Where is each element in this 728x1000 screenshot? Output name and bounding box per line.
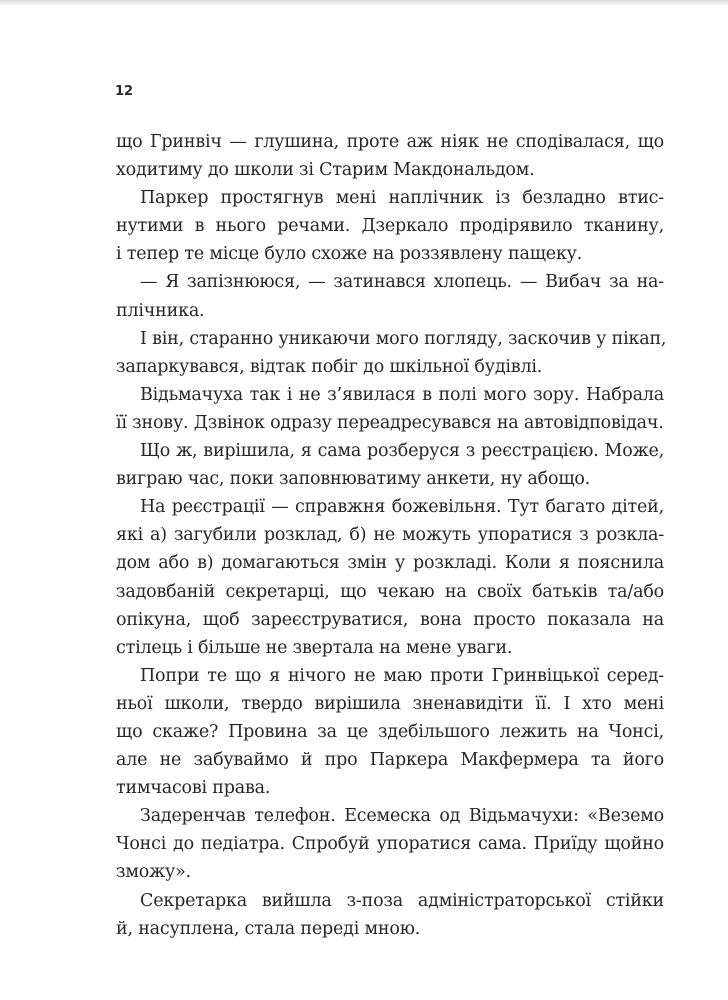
text-line: і тепер те місце було схоже на роззявлену пащеку.	[116, 244, 583, 265]
paragraph	[116, 437, 664, 493]
text-line: Попри те що я нічого не маю проти Гринвіцької серед-	[140, 665, 664, 686]
text-line: й, насуплена, стала переді мною.	[116, 918, 421, 939]
text-line: тимчасові права.	[116, 778, 271, 799]
page-number: 12	[115, 84, 134, 99]
paragraph	[116, 802, 664, 886]
text-line: нутими в нього речами. Дзеркало продірявило тканину,	[116, 216, 664, 237]
paragraph	[116, 184, 664, 268]
text-line: запаркувався, відтак побіг до шкільної будівлі.	[116, 356, 543, 377]
text-line: Паркер простягнув мені наплічник із безладно втис-	[140, 188, 664, 209]
body-text	[116, 128, 667, 943]
text-line: що Гринвіч — глушина, проте аж ніяк не сподівалася, що	[116, 132, 664, 152]
text-line: але не забуваймо й про Паркера Макфермера та його	[116, 750, 664, 771]
paragraph	[116, 381, 664, 437]
text-line: задовбаній секретарці, що чекаю на своїх батьків та/або	[116, 581, 664, 602]
text-line: Відьмачуха так і не з’явилася в полі мого зору. Набрала	[140, 384, 664, 405]
text-line: І він, старанно уникаючи мого погляду, заскочив у пікап,	[140, 328, 667, 349]
text-line: Секретарка вийшла з-поза адміністраторської стійки	[140, 890, 664, 911]
text-line: опікуна, щоб зареєструватися, вона просто показала на	[116, 609, 664, 630]
text-line: Чонсі до педіатра. Спробуй упоратися сама. Приїду щойно	[116, 834, 664, 855]
paragraph	[116, 493, 664, 662]
text-line: ньої школи, твердо вирішила зненавидіти її. І хто мені	[116, 693, 664, 714]
paragraph	[116, 325, 667, 381]
paragraph	[116, 662, 664, 802]
paragraph	[116, 268, 664, 324]
paragraph	[116, 887, 664, 943]
text-line: які а) загубили розклад, б) не можуть упоратися з розкла-	[116, 525, 664, 546]
page-top-edge	[0, 0, 728, 6]
text-line: Що ж, вирішила, я сама розберуся з реєстрацією. Може,	[140, 441, 664, 462]
text-line: зможу».	[116, 862, 191, 883]
text-line: ходитиму до школи зі Старим Макдональдом.	[116, 160, 535, 181]
text-line: Задеренчав телефон. Есемеска од Відьмачухи: «Веземо	[140, 806, 664, 827]
text-line: що скаже? Провина за це здебільшого лежить на Чонсі,	[116, 721, 664, 742]
text-line: На реєстрації — справжня божевільня. Тут багато дітей,	[140, 497, 664, 518]
text-line: стілець і більше не звертала на мене уваги.	[116, 637, 513, 658]
text-line: плічника.	[116, 300, 205, 321]
text-line: її знову. Дзвінок одразу переадресувався на автовідповідач.	[116, 412, 664, 433]
text-line: дом або в) домагаються змін у розкладі. Коли я пояснила	[116, 553, 664, 574]
text-line: — Я запізнююся, — затинався хлопець. — Вибач за на-	[140, 272, 664, 293]
paragraph	[116, 128, 664, 184]
text-line: виграю час, поки заповнюватиму анкети, ну абощо.	[116, 469, 591, 490]
